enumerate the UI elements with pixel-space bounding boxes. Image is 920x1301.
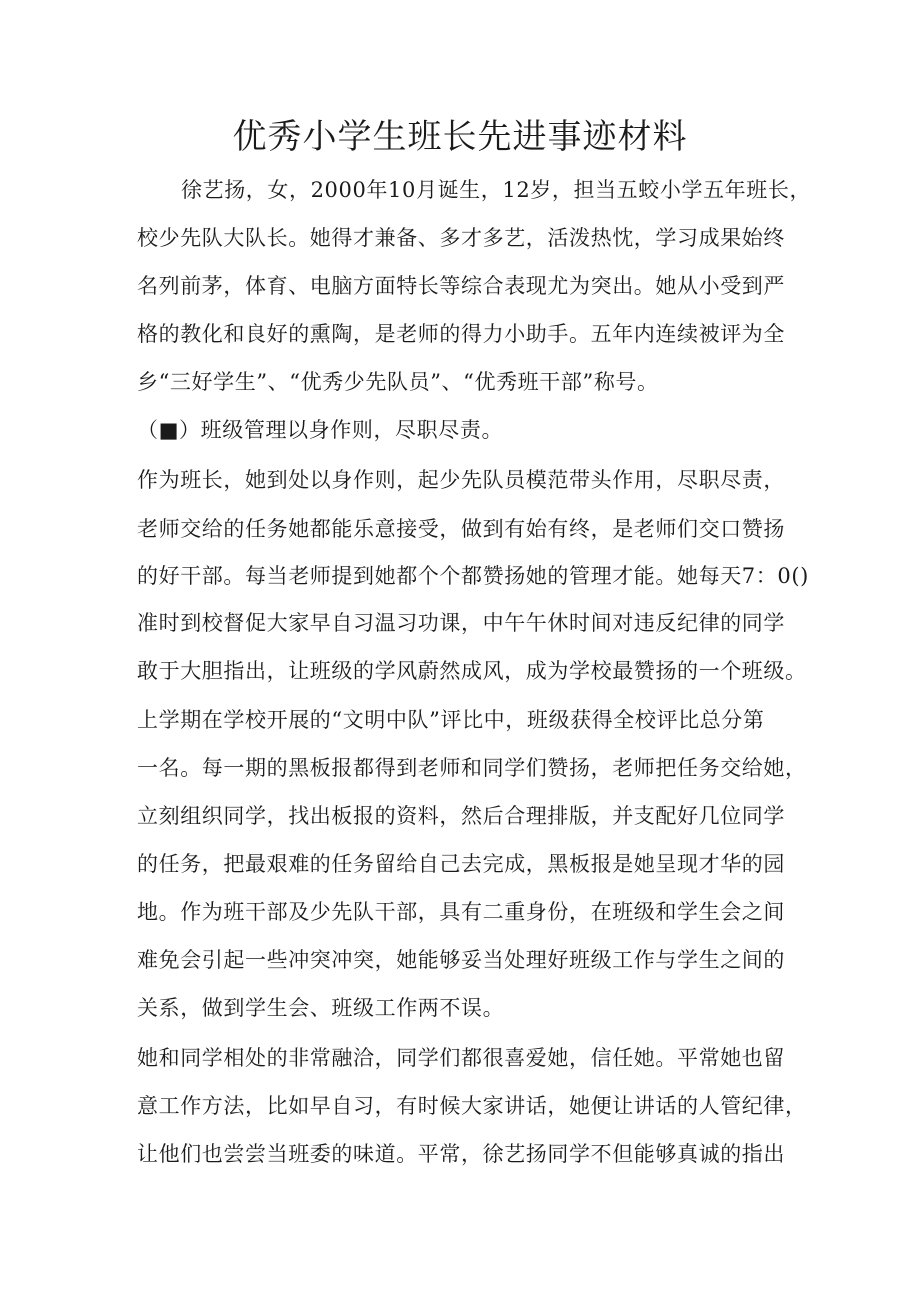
paragraph-line: 立刻组织同学，找出板报的资料，然后合理排版，并支配好几位同学: [137, 804, 785, 828]
paragraph-line: 一名。每一期的黑板报都得到老师和同学们赞扬，老师把任务交给她，: [137, 756, 807, 780]
paragraph-line: 敢于大胆指出，让班级的学风蔚然成风，成为学校最赞扬的一个班级。: [137, 659, 807, 683]
paragraph-line: 让他们也尝尝当班委的味道。平常，徐艺扬同学不但能够真诚的指出: [137, 1142, 785, 1166]
document-title: 优秀小学生班长先进事迹材料: [232, 117, 688, 157]
paragraph-line: 准时到校督促大家早自习温习功课，中午午休时间对违反纪律的同学: [137, 611, 785, 635]
paragraph-line: 的任务，把最艰难的任务留给自己去完成，黑板报是她呈现才华的园: [137, 852, 785, 876]
paragraph-line: 徐艺扬，女，2000年10月诞生，12岁，担当五蛟小学五年班长，: [181, 178, 812, 202]
paragraph-line: 老师交给的任务她都能乐意接受，做到有始有终，是老师们交口赞扬: [137, 517, 785, 541]
paragraph-line: 意工作方法，比如早自习，有时候大家讲话，她便让讲话的人管纪律，: [137, 1094, 807, 1118]
paragraph-line: 作为班长，她到处以身作则，起少先队员模范带头作用，尽职尽责，: [137, 468, 785, 492]
paragraph-line: 名列前茅，体育、电脑方面特长等综合表现尤为突出。她从小受到严: [137, 274, 785, 298]
section-heading: （■）班级管理以身作则，尽职尽责。: [137, 418, 504, 442]
paragraph-line: 关系，做到学生会、班级工作两不误。: [137, 996, 505, 1020]
paragraph-line: 地。作为班干部及少先队干部，具有二重身份，在班级和学生会之间: [137, 900, 785, 924]
paragraph-line: 难免会引起一些冲突冲突，她能够妥当处理好班级工作与学生之间的: [137, 948, 785, 972]
paragraph-line: 格的教化和良好的熏陶，是老师的得力小助手。五年内连续被评为全: [137, 322, 785, 346]
paragraph-line: 的好干部。每当老师提到她都个个都赞扬她的管理才能。她每天7：0(): [137, 564, 809, 588]
paragraph-line: 乡“三好学生”、“优秀少先队员”、“优秀班干部”称号。: [137, 370, 659, 394]
paragraph-line: 她和同学相处的非常融洽，同学们都很喜爱她，信任她。平常她也留: [137, 1046, 785, 1070]
paragraph-line: 校少先队大队长。她得才兼备、多才多艺，活泼热忱，学习成果始终: [137, 226, 785, 250]
paragraph-line: 上学期在学校开展的“文明中队”评比中，班级获得全校评比总分第: [137, 708, 765, 732]
